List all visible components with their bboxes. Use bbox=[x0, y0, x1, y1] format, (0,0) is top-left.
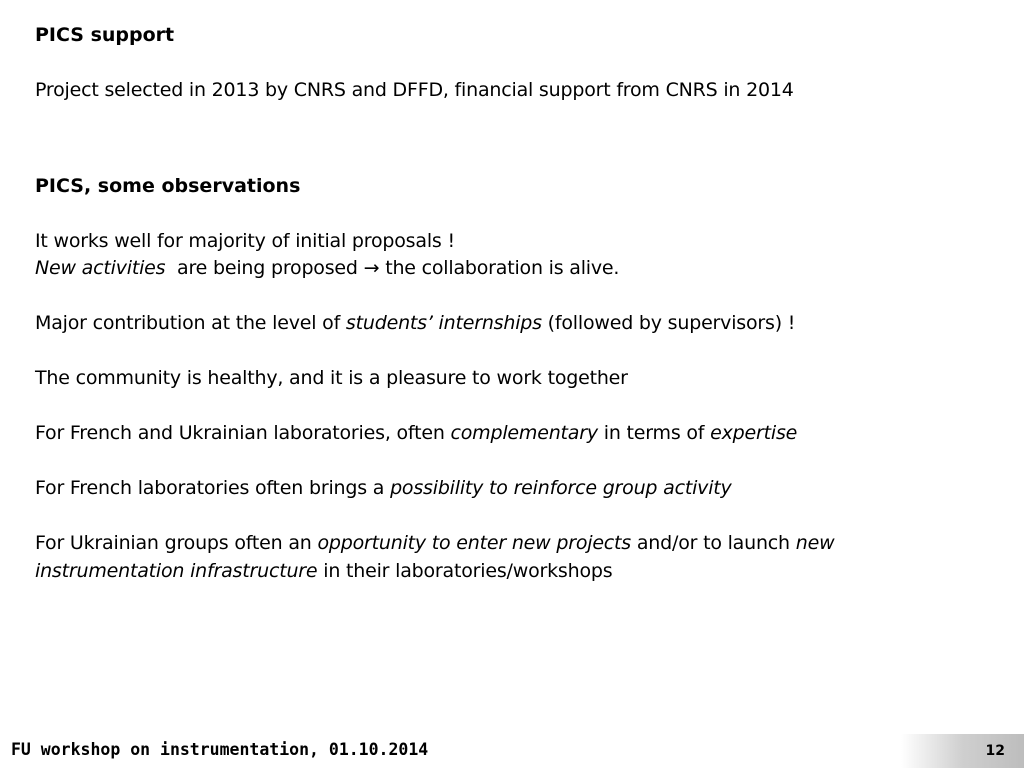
emphasis-internships: internships bbox=[438, 312, 542, 334]
footer-title: FU workshop on instrumentation, 01.10.2014 bbox=[11, 740, 429, 759]
emphasis-reinforce: possibility to reinforce group activity bbox=[390, 477, 732, 499]
observation-proposals: It works well for majority of initial proposals ! bbox=[35, 229, 455, 252]
heading-pics-observations: PICS, some observations bbox=[35, 174, 301, 197]
emphasis-expertise: expertise bbox=[710, 422, 798, 444]
observation-community: The community is healthy, and it is a pleasure to work together bbox=[35, 367, 628, 389]
observation-new-activities: New activities are being proposed → the collaboration is alive. bbox=[35, 257, 620, 279]
slide-content bbox=[35, 22, 985, 585]
observation-french-ukrainian: For French and Ukrainian laboratories, often complementary in terms of expertise bbox=[35, 422, 798, 444]
emphasis-students: students bbox=[345, 312, 427, 334]
observation-french-labs: For French laboratories often brings a possibility to reinforce group activity bbox=[35, 477, 732, 499]
emphasis-opportunity: opportunity to enter new projects bbox=[317, 532, 632, 554]
emphasis-complementary: complementary bbox=[450, 422, 598, 444]
pics-support-text: Project selected in 2013 by CNRS and DFFD, financial support from CNRS in 2014 bbox=[35, 79, 794, 101]
observation-ukrainian-groups: For Ukrainian groups often an opportunity to enter new projects and/or to launch new bbox=[35, 532, 835, 554]
heading-pics-support: PICS support bbox=[35, 24, 175, 46]
emphasis-new-activities: New activities bbox=[35, 257, 166, 279]
right-arrow-icon: → bbox=[363, 257, 380, 279]
observation-ukrainian-groups-cont: instrumentation infrastructure in their laboratories/workshops bbox=[35, 559, 613, 582]
emphasis-infrastructure: instrumentation infrastructure bbox=[35, 559, 318, 582]
observation-internships: Major contribution at the level of students’ internships (followed by supervisors) ! bbox=[35, 312, 796, 334]
page-number: 12 bbox=[985, 743, 1005, 759]
emphasis-new: new bbox=[795, 532, 835, 554]
footer-bar bbox=[0, 734, 1024, 768]
